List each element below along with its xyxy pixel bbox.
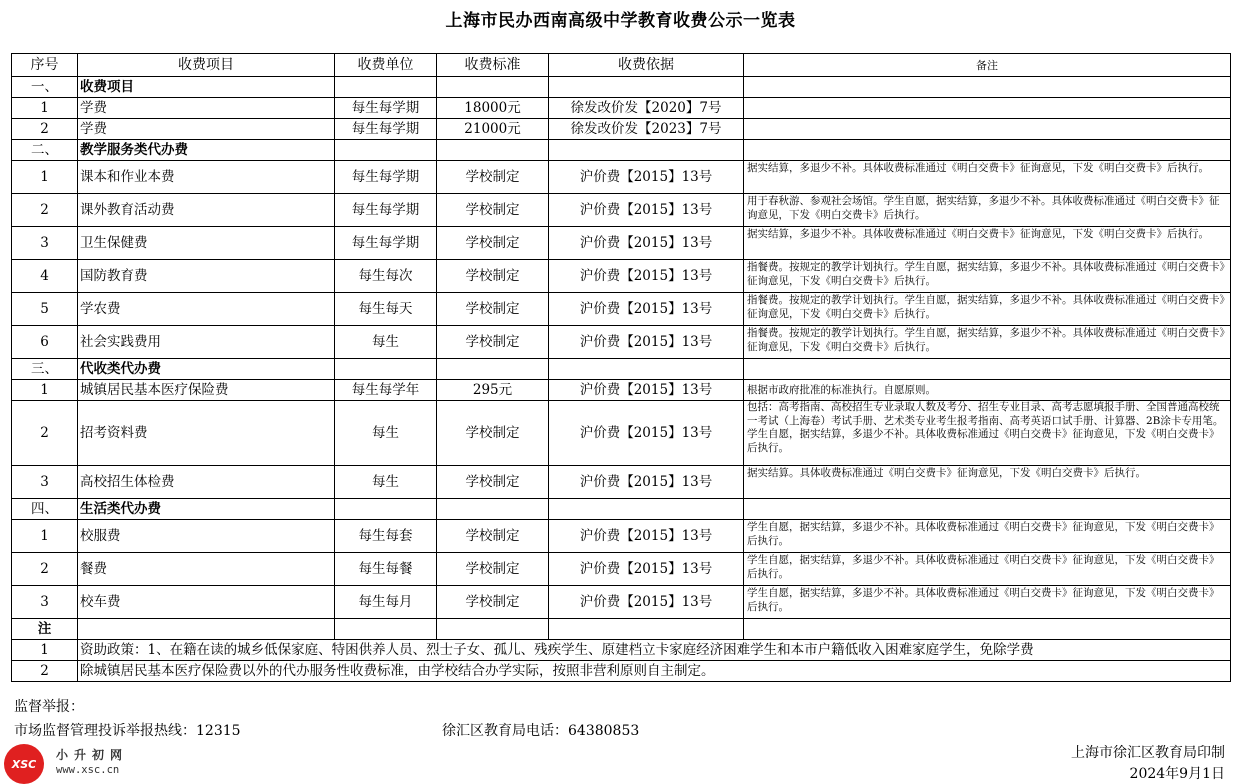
row-basis: 徐发改价发【2023】7号 — [549, 119, 744, 140]
row-no: 1 — [12, 520, 78, 553]
row-unit: 每生每学年 — [335, 380, 437, 401]
section-no: 三、 — [12, 359, 78, 380]
row-no: 2 — [12, 553, 78, 586]
row-no: 3 — [12, 227, 78, 260]
row-note: 学生自愿，据实结算，多退少不补。具体收费标准通过《明白交费卡》征询意见，下发《明白交费卡》后执行。 — [744, 520, 1231, 553]
notes-header-row — [12, 619, 1231, 640]
section-name: 教学服务类代办费 — [78, 140, 335, 161]
table-row — [12, 520, 1231, 553]
row-item: 校服费 — [78, 520, 335, 553]
row-no: 1 — [12, 161, 78, 194]
row-unit: 每生每套 — [335, 520, 437, 553]
row-basis: 沪价费【2015】13号 — [549, 380, 744, 401]
row-no: 1 — [12, 380, 78, 401]
row-no: 4 — [12, 260, 78, 293]
row-item: 学费 — [78, 119, 335, 140]
row-unit: 每生每学期 — [335, 98, 437, 119]
row-note: 据实结算，多退少不补。具体收费标准通过《明白交费卡》征询意见，下发《明白交费卡》后执行。 — [744, 161, 1231, 194]
section-name: 生活类代办费 — [78, 499, 335, 520]
row-unit: 每生每天 — [335, 293, 437, 326]
section-no: 一、 — [12, 77, 78, 98]
table-row — [12, 260, 1231, 293]
row-basis: 沪价费【2015】13号 — [549, 161, 744, 194]
row-no: 2 — [12, 194, 78, 227]
row-unit: 每生每餐 — [335, 553, 437, 586]
row-basis: 沪价费【2015】13号 — [549, 466, 744, 499]
row-basis: 沪价费【2015】13号 — [549, 227, 744, 260]
row-note — [744, 98, 1231, 119]
table-row — [12, 161, 1231, 194]
table-row — [12, 553, 1231, 586]
row-standard: 学校制定 — [437, 520, 549, 553]
row-standard: 学校制定 — [437, 401, 549, 466]
row-no: 2 — [12, 119, 78, 140]
table-row — [12, 293, 1231, 326]
row-standard: 18000元 — [437, 98, 549, 119]
page-title: 上海市民办西南高级中学教育收费公示一览表 — [445, 11, 796, 31]
table-row — [12, 194, 1231, 227]
row-standard: 学校制定 — [437, 194, 549, 227]
row-item: 社会实践费用 — [78, 326, 335, 359]
header-note: 备注 — [744, 54, 1231, 77]
row-standard: 295元 — [437, 380, 549, 401]
row-unit: 每生 — [335, 401, 437, 466]
table-row — [12, 98, 1231, 119]
row-standard: 学校制定 — [437, 227, 549, 260]
row-item: 餐费 — [78, 553, 335, 586]
row-note: 包括：高考指南、高校招生专业录取人数及考分、招生专业目录、高考志愿填报手册、全国普通高校统一考试（上海卷）考试手册、艺术类专业考生报考指南、高考英语口试手册、计算器、2B涂卡专用笔。学生自愿，据实结算，多退少不补。具体收费标准通过《明白交费卡》征询意见，下发《明白交费卡》后执行。 — [744, 401, 1231, 466]
section-name: 代收类代办费 — [78, 359, 335, 380]
watermark-url: www.xsc.cn — [56, 764, 120, 776]
row-unit: 每生每学期 — [335, 119, 437, 140]
table-row — [12, 380, 1231, 401]
row-standard: 学校制定 — [437, 293, 549, 326]
row-standard: 学校制定 — [437, 326, 549, 359]
notes-row — [12, 640, 1231, 661]
row-note: 指餐费。按规定的教学计划执行。学生自愿，据实结算，多退少不补。具体收费标准通过《明白交费卡》征询意见，下发《明白交费卡》后执行。 — [744, 326, 1231, 359]
row-note: 根据市政府批准的标准执行。自愿原则。 — [744, 380, 1231, 401]
row-item: 城镇居民基本医疗保险费 — [78, 380, 335, 401]
row-note: 学生自愿，据实结算，多退少不补。具体收费标准通过《明白交费卡》征询意见，下发《明白交费卡》后执行。 — [744, 553, 1231, 586]
row-basis: 沪价费【2015】13号 — [549, 520, 744, 553]
row-standard: 学校制定 — [437, 161, 549, 194]
row-unit: 每生每月 — [335, 586, 437, 619]
supervise-label: 监督举报： — [14, 699, 84, 715]
header-unit: 收费单位 — [335, 54, 437, 77]
note-no: 1 — [12, 640, 78, 661]
section-row — [12, 77, 1231, 98]
header-standard: 收费标准 — [437, 54, 549, 77]
row-note — [744, 119, 1231, 140]
row-standard: 学校制定 — [437, 466, 549, 499]
row-basis: 沪价费【2015】13号 — [549, 553, 744, 586]
row-unit: 每生每学期 — [335, 161, 437, 194]
row-note: 指餐费。按规定的教学计划执行。学生自愿，据实结算，多退少不补。具体收费标准通过《明白交费卡》征询意见，下发《明白交费卡》后执行。 — [744, 293, 1231, 326]
row-no: 2 — [12, 401, 78, 466]
row-no: 1 — [12, 98, 78, 119]
note-no: 2 — [12, 661, 78, 682]
print-date: 2024年9月1日 — [1129, 766, 1225, 782]
notes-row — [12, 661, 1231, 682]
header-item: 收费项目 — [78, 54, 335, 77]
row-no: 3 — [12, 466, 78, 499]
row-basis: 沪价费【2015】13号 — [549, 194, 744, 227]
row-item: 课外教育活动费 — [78, 194, 335, 227]
table-row — [12, 326, 1231, 359]
row-basis: 沪价费【2015】13号 — [549, 401, 744, 466]
row-basis: 沪价费【2015】13号 — [549, 293, 744, 326]
row-item: 课本和作业本费 — [78, 161, 335, 194]
row-basis: 沪价费【2015】13号 — [549, 326, 744, 359]
row-unit: 每生每次 — [335, 260, 437, 293]
note-text: 除城镇居民基本医疗保险费以外的代办服务性收费标准，由学校结合办学实际，按照非营利原则自主制定。 — [78, 661, 1231, 682]
row-unit: 每生 — [335, 466, 437, 499]
row-unit: 每生每学期 — [335, 194, 437, 227]
row-item: 国防教育费 — [78, 260, 335, 293]
row-item: 校车费 — [78, 586, 335, 619]
row-basis: 沪价费【2015】13号 — [549, 586, 744, 619]
table-row — [12, 466, 1231, 499]
table-row — [12, 227, 1231, 260]
section-no: 二、 — [12, 140, 78, 161]
watermark — [4, 744, 136, 782]
printer-text: 上海市徐汇区教育局印制 — [1071, 745, 1225, 761]
row-item: 卫生保健费 — [78, 227, 335, 260]
row-unit: 每生每学期 — [335, 227, 437, 260]
fee-table — [11, 53, 1231, 682]
table-row — [12, 401, 1231, 466]
row-item: 学费 — [78, 98, 335, 119]
row-note: 学生自愿，据实结算，多退少不补。具体收费标准通过《明白交费卡》征询意见，下发《明白交费卡》后执行。 — [744, 586, 1231, 619]
section-row — [12, 140, 1231, 161]
section-name: 收费项目 — [78, 77, 335, 98]
table-header-row — [12, 54, 1231, 77]
row-no: 3 — [12, 586, 78, 619]
row-item: 招考资料费 — [78, 401, 335, 466]
row-note: 指餐费。按规定的教学计划执行。学生自愿，据实结算，多退少不补。具体收费标准通过《明白交费卡》征询意见，下发《明白交费卡》后执行。 — [744, 260, 1231, 293]
table-row — [12, 586, 1231, 619]
row-note: 据实结算，多退少不补。具体收费标准通过《明白交费卡》征询意见，下发《明白交费卡》后执行。 — [744, 227, 1231, 260]
hotline-text: 市场监督管理投诉举报热线：12315 — [14, 723, 241, 739]
row-standard: 学校制定 — [437, 586, 549, 619]
header-basis: 收费依据 — [549, 54, 744, 77]
table-row — [12, 119, 1231, 140]
header-no: 序号 — [12, 54, 78, 77]
row-no: 5 — [12, 293, 78, 326]
notes-label: 注 — [12, 619, 78, 640]
section-row — [12, 359, 1231, 380]
row-standard: 学校制定 — [437, 553, 549, 586]
note-text: 资助政策：1、在籍在读的城乡低保家庭、特困供养人员、烈士子女、孤儿、残疾学生、原建档立卡家庭经济困难学生和本市户籍低收入困难家庭学生，免除学费 — [78, 640, 1231, 661]
section-row — [12, 499, 1231, 520]
row-basis: 徐发改价发【2020】7号 — [549, 98, 744, 119]
row-note: 据实结算。具体收费标准通过《明白交费卡》征询意见，下发《明白交费卡》后执行。 — [744, 466, 1231, 499]
row-basis: 沪价费【2015】13号 — [549, 260, 744, 293]
bureau-phone: 徐汇区教育局电话：64380853 — [442, 723, 640, 739]
watermark-name: 小升初网 — [56, 748, 129, 762]
row-note: 用于春秋游、参观社会场馆。学生自愿，据实结算，多退少不补。具体收费标准通过《明白交费卡》征询意见，下发《明白交费卡》后执行。 — [744, 194, 1231, 227]
section-no: 四、 — [12, 499, 78, 520]
row-standard: 21000元 — [437, 119, 549, 140]
xsc-logo-icon: XSC — [4, 744, 44, 784]
row-standard: 学校制定 — [437, 260, 549, 293]
row-no: 6 — [12, 326, 78, 359]
row-unit: 每生 — [335, 326, 437, 359]
row-item: 高校招生体检费 — [78, 466, 335, 499]
row-item: 学农费 — [78, 293, 335, 326]
